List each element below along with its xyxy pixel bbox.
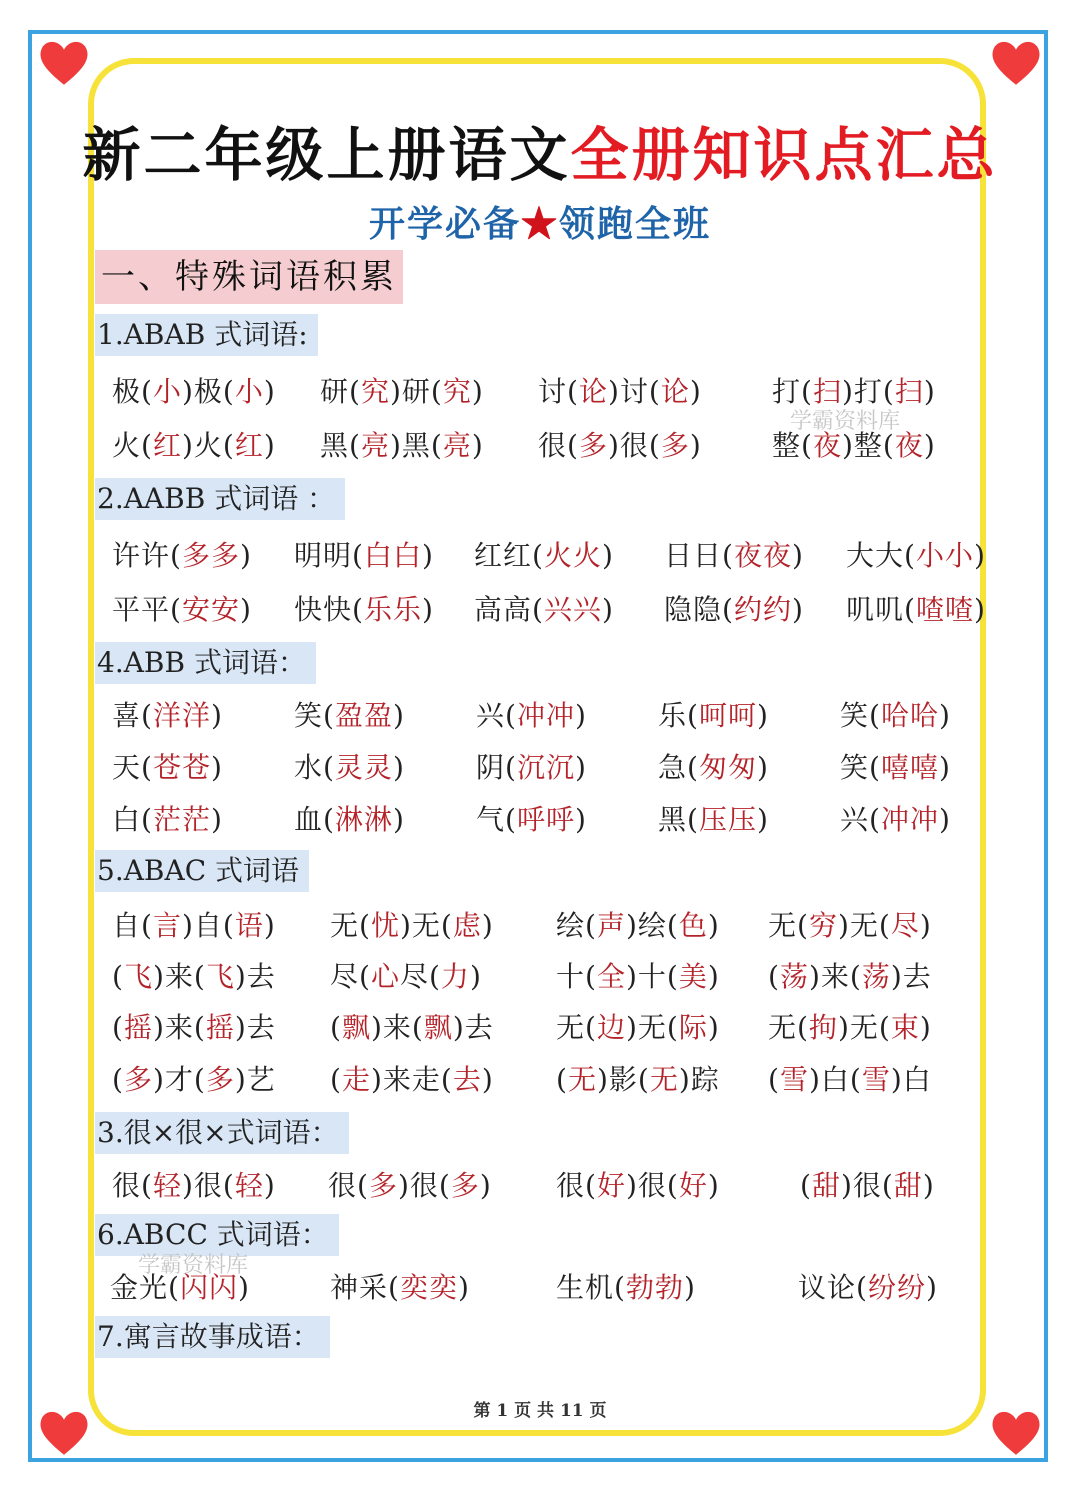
category-abcc: 6.ABCC 式词语： [95,1214,339,1256]
prompt-text: 快快 [294,593,353,626]
word-item [846,588,986,628]
word-item [658,746,769,786]
category-idioms: 7.寓言故事成语： [95,1316,330,1358]
prompt-text: 血 [294,803,324,836]
category-abb: 4.ABB 式词语： [95,642,316,684]
answer-text: (飞) [193,960,247,993]
answer-text: (究) [349,375,402,408]
answer-text: (夜夜) [722,539,804,572]
answer-text: (走) [330,1063,383,1096]
word-item [330,904,494,944]
prompt-text: 尽 [330,960,360,993]
prompt-text: 自 [193,909,223,942]
prompt-text: 天 [112,751,142,784]
answer-text: (沉沉) [505,751,587,784]
subtitle-left: 开学必备 [368,203,521,245]
prompt-text: 无 [768,1011,798,1044]
word-item [330,1006,494,1046]
word-item [556,904,720,944]
word-item [294,534,434,574]
prompt-text: 很 [328,1169,358,1202]
answer-text: (多多) [170,539,252,572]
heart-icon [988,34,1044,90]
prompt-text: 无 [768,909,798,942]
answer-text: (无) [556,1063,609,1096]
answer-text: (束) [878,1011,932,1044]
prompt-text: 整 [772,429,802,462]
answer-text: (荡) [768,960,821,993]
prompt-text: 很 [619,429,649,462]
word-item [556,1006,720,1046]
word-item [112,1058,276,1098]
word-item [798,1266,938,1306]
word-item [330,1058,494,1098]
answer-text: (小) [222,375,276,408]
word-item [538,424,702,464]
answer-text: (美) [666,960,720,993]
word-item [474,534,614,574]
answer-text: (多) [357,1169,410,1202]
answer-text: (淋淋) [323,803,405,836]
answer-text: (穷) [797,909,850,942]
answer-text: (无) [637,1063,691,1096]
answer-text: (轻) [222,1169,276,1202]
prompt-text: 火 [193,429,223,462]
answer-text: (多) [112,1063,165,1096]
answer-text: (小) [141,375,194,408]
prompt-text: 无 [849,909,879,942]
answer-text: (扫) [882,375,936,408]
answer-text: (尽) [878,909,932,942]
word-item [840,694,951,734]
prompt-text: 踪 [690,1063,720,1096]
answer-text: (红) [222,429,276,462]
answer-text: (飞) [112,960,165,993]
page-title-main: 新二年级上册语文 [82,121,571,189]
answer-text: (色) [666,909,720,942]
prompt-text: 艺 [246,1063,276,1096]
prompt-text: 平平 [112,593,171,626]
prompt-text: 日日 [664,539,723,572]
prompt-text: 黑 [401,429,431,462]
word-item [112,694,223,734]
answer-text: (忧) [359,909,412,942]
prompt-text: 打 [853,375,883,408]
answer-text: (语) [222,909,276,942]
prompt-text: 金光 [110,1271,169,1304]
prompt-text: 无 [849,1011,879,1044]
prompt-text: 去 [464,1011,494,1044]
prompt-text: 许许 [112,539,171,572]
prompt-text: 绘 [556,909,586,942]
word-item [664,534,804,574]
prompt-text: 十 [637,960,667,993]
word-item [772,370,936,410]
answer-text: (摇) [193,1011,247,1044]
answer-text: (亮) [349,429,402,462]
answer-text: (雪) [849,1063,903,1096]
prompt-text: 隐隐 [664,593,723,626]
answer-text: (荡) [849,960,903,993]
section-heading: 一、特殊词语积累 [95,250,403,304]
prompt-text: 很 [852,1169,882,1202]
answer-text: (究) [430,375,484,408]
answer-text: (白白) [352,539,434,572]
word-item [476,746,587,786]
prompt-text: 阴 [476,751,506,784]
word-item [556,1058,720,1098]
prompt-text: 绘 [637,909,667,942]
prompt-text: 研 [401,375,431,408]
word-item [768,1006,932,1046]
answer-text: (好) [666,1169,720,1202]
prompt-text: 来 [382,1011,412,1044]
prompt-text: 极 [193,375,223,408]
answer-text: (勃勃) [614,1271,696,1304]
word-item [294,694,405,734]
prompt-text: 打 [772,375,802,408]
answer-text: (边) [585,1011,638,1044]
prompt-text: 来 [164,960,194,993]
answer-text: (盈盈) [323,699,405,732]
prompt-text: 整 [853,429,883,462]
prompt-text: 无 [330,909,360,942]
answer-text: (压压) [687,803,769,836]
word-item [800,1164,935,1204]
answer-text: (甜) [881,1169,935,1202]
prompt-text: 笑 [294,699,324,732]
word-item [330,955,482,995]
prompt-text: 无 [411,909,441,942]
answer-text: (喳喳) [904,593,986,626]
prompt-text: 极 [112,375,142,408]
prompt-text: 急 [658,751,688,784]
answer-text: (扫) [801,375,854,408]
prompt-text: 水 [294,751,324,784]
prompt-text: 大大 [846,539,905,572]
answer-text: (论) [567,375,620,408]
word-item [474,588,614,628]
word-item [768,904,932,944]
prompt-text: 去 [902,960,932,993]
prompt-text: 很 [538,429,568,462]
category-hen: 3.很×很×式词语： [95,1112,349,1154]
prompt-text: 乐 [658,699,688,732]
prompt-text: 很 [193,1169,223,1202]
word-item [768,955,932,995]
prompt-text: 兴 [476,699,506,732]
word-item [294,588,434,628]
answer-text: (亮) [430,429,484,462]
answer-text: (呼呼) [505,803,587,836]
answer-text: (多) [567,429,620,462]
word-item [846,534,986,574]
word-item [112,1164,276,1204]
prompt-text: 高高 [474,593,533,626]
prompt-text: 讨 [538,375,568,408]
word-item [476,694,587,734]
watermark: 学霸资料库 [138,1253,249,1278]
answer-text: (轻) [141,1169,194,1202]
prompt-text: 气 [476,803,506,836]
answer-text: (好) [585,1169,638,1202]
prompt-text: 白 [112,803,142,836]
answer-text: (呵呵) [687,699,769,732]
answer-text: (小小) [904,539,986,572]
prompt-text: 去 [246,960,276,993]
answer-text: (红) [141,429,194,462]
answer-text: (纷纷) [856,1271,938,1304]
word-item [328,1164,492,1204]
answer-text: (飘) [411,1011,465,1044]
word-item [110,1266,250,1306]
answer-text: (安安) [170,593,252,626]
prompt-text: 很 [112,1169,142,1202]
prompt-text: 很 [409,1169,439,1202]
word-item [556,1164,720,1204]
prompt-text: 来 [820,960,850,993]
prompt-text: 很 [556,1169,586,1202]
prompt-text: 议论 [798,1271,857,1304]
answer-text: (哈哈) [869,699,951,732]
prompt-text: 无 [637,1011,667,1044]
answer-text: (飘) [330,1011,383,1044]
word-item [112,588,252,628]
prompt-text: 无 [556,1011,586,1044]
prompt-text: 去 [246,1011,276,1044]
prompt-text: 神采 [330,1271,389,1304]
prompt-text: 很 [637,1169,667,1202]
answer-text: (去) [440,1063,494,1096]
answer-text: (苍苍) [141,751,223,784]
answer-text: (心 [359,960,400,993]
word-item [112,746,223,786]
answer-text: (虑) [440,909,494,942]
page-title-highlight: 全册知识点汇总 [570,121,998,189]
word-item [840,798,951,838]
prompt-text: 白 [820,1063,850,1096]
category-abac: 5.ABAC 式词语 [95,850,309,892]
answer-text: (言) [141,909,194,942]
answer-text: (灵灵) [323,751,405,784]
word-item [294,746,405,786]
word-item [294,798,405,838]
prompt-text: 喜 [112,699,142,732]
subtitle-right: 领跑全班 [559,203,712,245]
prompt-text: 研 [320,375,350,408]
heart-icon [36,34,92,90]
page-subtitle [0,196,1080,247]
prompt-text: 影 [608,1063,638,1096]
answer-text: (雪) [768,1063,821,1096]
prompt-text: 十 [556,960,586,993]
star-icon: ★ [520,203,559,245]
page-number: 第 1 页 共 11 页 [473,1401,607,1421]
word-item [320,424,484,464]
word-item [112,904,276,944]
word-item [840,746,951,786]
answer-text: (多) [438,1169,492,1202]
prompt-text: 才 [164,1063,194,1096]
answer-text: (多) [193,1063,247,1096]
prompt-text: 黑 [320,429,350,462]
prompt-text: 来 [164,1011,194,1044]
answer-text: (全) [585,960,638,993]
answer-text: (拘) [797,1011,850,1044]
prompt-text: 尽 [399,960,429,993]
word-item [112,798,223,838]
answer-text: (多) [648,429,702,462]
prompt-text: 讨 [619,375,649,408]
prompt-text: 明明 [294,539,353,572]
word-item [772,424,936,464]
word-item [112,370,276,410]
prompt-text: 叽叽 [846,593,905,626]
watermark: 学霸资料库 [790,409,901,434]
prompt-text: 自 [112,909,142,942]
word-item [112,534,252,574]
prompt-text: 来走 [382,1063,441,1096]
prompt-text: 火 [112,429,142,462]
page-title [0,108,1080,192]
answer-text: (甜) [800,1169,853,1202]
prompt-text: 笑 [840,751,870,784]
word-item [112,955,276,995]
word-item [658,798,769,838]
answer-text: (冲冲) [869,803,951,836]
answer-text: (闪闪) [168,1271,250,1304]
word-item [556,1266,696,1306]
answer-text: (乐乐) [352,593,434,626]
answer-text: (兴兴) [532,593,614,626]
word-item [320,370,484,410]
answer-text: (论) [648,375,702,408]
answer-text: (匆匆) [687,751,769,784]
word-item [538,370,702,410]
answer-text: (茫茫) [141,803,223,836]
category-aabb: 2.AABB 式词语 ： [95,478,345,520]
word-item [476,798,587,838]
prompt-text: 兴 [840,803,870,836]
word-item [112,424,276,464]
prompt-text: 黑 [658,803,688,836]
answer-text: (约约) [722,593,804,626]
answer-text: (夜) [801,429,854,462]
word-item [664,588,804,628]
prompt-text: 白 [902,1063,932,1096]
word-item [330,1266,470,1306]
word-item [658,694,769,734]
answer-text: (奕奕) [388,1271,470,1304]
answer-text: (际) [666,1011,720,1044]
answer-text: (摇) [112,1011,165,1044]
prompt-text: 笑 [840,699,870,732]
answer-text: (声) [585,909,638,942]
prompt-text: 红红 [474,539,533,572]
answer-text: (嘻嘻) [869,751,951,784]
word-item [556,955,720,995]
answer-text: (冲冲) [505,699,587,732]
answer-text: (火火) [532,539,614,572]
word-item [768,1058,932,1098]
word-item [112,1006,276,1046]
prompt-text: 生机 [556,1271,615,1304]
answer-text: (夜) [882,429,936,462]
answer-text: (洋洋) [141,699,223,732]
category-abab: 1.ABAB 式词语: [95,314,318,356]
answer-text: (力) [428,960,482,993]
